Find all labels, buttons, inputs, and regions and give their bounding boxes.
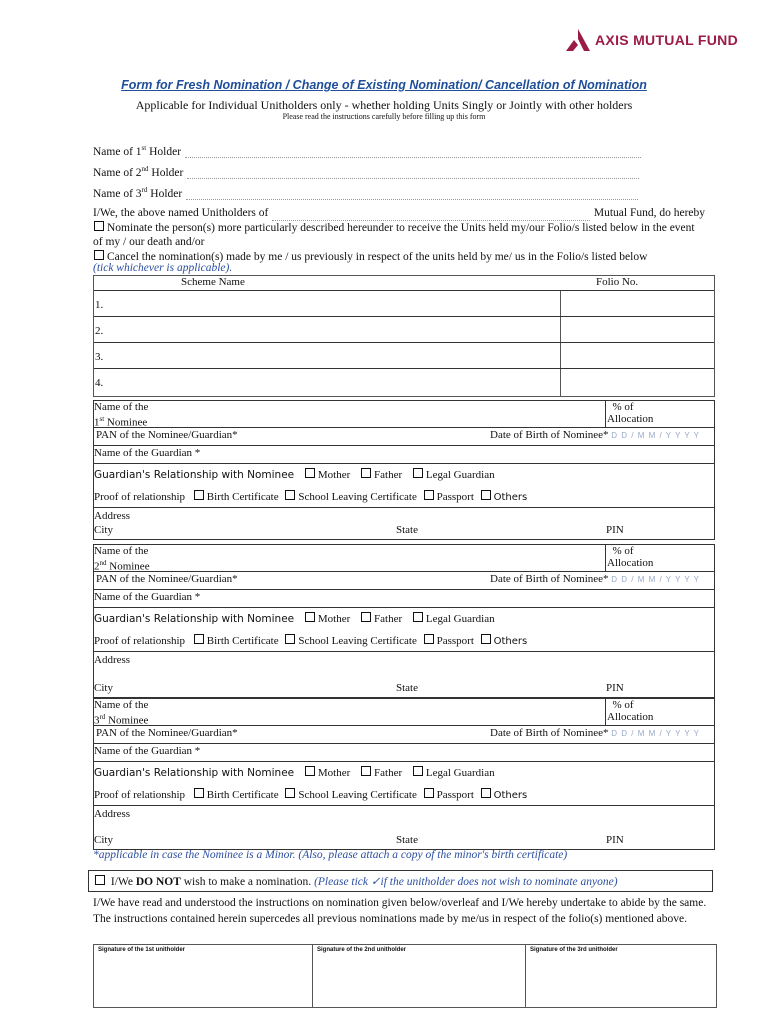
pan-label: PAN of the Nominee/Guardian*	[96, 429, 238, 441]
passport-label: Passport	[436, 789, 474, 801]
passport-label: Passport	[436, 491, 474, 503]
holder-3-row	[93, 186, 638, 200]
folio-no-header: Folio No.	[596, 276, 639, 288]
others-checkbox[interactable]	[481, 490, 491, 500]
do-not-nominate-checkbox[interactable]	[95, 875, 105, 885]
pan-label: PAN of the Nominee/Guardian*	[96, 727, 238, 739]
mother-label: Mother	[317, 613, 351, 625]
allocation-divider	[605, 699, 606, 725]
others-label: Others	[493, 492, 528, 503]
signature-table	[93, 944, 717, 1008]
passport-label: Passport	[436, 635, 474, 647]
others-checkbox[interactable]	[481, 634, 491, 644]
passport-checkbox[interactable]	[424, 490, 434, 500]
guardian-name-row[interactable]	[94, 445, 714, 464]
birth-certificate-label: Birth Certificate	[206, 491, 279, 503]
school-leaving-label: School Leaving Certificate	[298, 635, 417, 647]
intro-line-pre: I/We, the above named Unitholders of	[93, 207, 269, 219]
dob-label: Date of Birth of Nominee* D D / M M / Y Y Y Y	[490, 573, 700, 585]
nominee-name-label: Name of the 1st Nominee	[94, 401, 149, 429]
school-leaving-checkbox[interactable]	[285, 490, 295, 500]
guardian-name-row[interactable]	[94, 589, 714, 608]
form-title: Form for Fresh Nomination / Change of Existing Nomination/ Cancellation of Nomination	[121, 78, 647, 92]
address-label: Address	[94, 510, 131, 522]
state-label: State	[396, 524, 418, 536]
holder-1-field[interactable]	[185, 147, 641, 158]
dob-label: Date of Birth of Nominee* D D / M M / Y Y Y Y	[490, 429, 700, 441]
allocation-label: % of Allocation	[607, 401, 654, 425]
school-leaving-label: School Leaving Certificate	[298, 789, 417, 801]
nominee-name-row[interactable]	[94, 401, 714, 428]
pan-dob-row[interactable]	[94, 571, 714, 590]
signature-box-3[interactable]	[526, 945, 716, 1007]
scheme-table	[93, 275, 715, 397]
guardian-name-row[interactable]	[94, 743, 714, 762]
scheme-row[interactable]	[94, 369, 714, 394]
legal-guardian-label: Legal Guardian	[425, 469, 495, 481]
signature-label-1: Signature of the 1st unitholder	[98, 947, 186, 953]
do-not-nominate-box	[88, 870, 713, 892]
guardian-relationship-label: Guardian's Relationship with Nominee	[94, 613, 295, 625]
city-label: City	[94, 682, 113, 694]
declaration-text: I/We have read and understood the instructions on nomination given below/overleaf and I/We hereby undertake to abide by the same. The instructions contained herein supercedes all previous nominations made by me/us in respect of the folio(s) mentioned above.	[93, 897, 707, 925]
state-label: State	[396, 682, 418, 694]
pin-label: PIN	[606, 682, 624, 694]
mother-label: Mother	[317, 469, 351, 481]
dob-label: Date of Birth of Nominee* D D / M M / Y Y Y Y	[490, 727, 700, 739]
intro-paragraph	[93, 206, 705, 276]
scheme-table-header	[94, 276, 714, 291]
guardian-name-label: Name of the Guardian *	[94, 591, 201, 603]
instructions-note: Please read the instructions carefully before filling up this form	[282, 112, 486, 121]
scheme-row[interactable]	[94, 291, 714, 317]
scheme-row[interactable]	[94, 343, 714, 369]
birth-certificate-label: Birth Certificate	[206, 635, 279, 647]
state-label: State	[396, 834, 418, 846]
address-label: Address	[94, 654, 131, 666]
father-label: Father	[374, 469, 403, 481]
father-label: Father	[374, 767, 403, 779]
holder-2-label: Name of 2nd Holder	[93, 165, 184, 179]
do-not-post: wish to make a nomination.	[180, 876, 315, 888]
legal-guardian-label: Legal Guardian	[425, 767, 495, 779]
others-label: Others	[493, 790, 528, 801]
signature-label-2: Signature of the 2nd unitholder	[317, 947, 406, 953]
holder-1-label: Name of 1st Holder	[93, 144, 182, 158]
tick-note: (tick whichever is applicable).	[93, 262, 233, 274]
allocation-divider	[605, 545, 606, 571]
school-leaving-checkbox[interactable]	[285, 788, 295, 798]
do-not-bold: DO NOT	[135, 876, 181, 888]
nominee-name-row[interactable]	[94, 699, 714, 726]
proof-of-relationship-row	[94, 634, 527, 647]
pan-dob-row[interactable]	[94, 427, 714, 446]
nominee-name-label: Name of the 3rd Nominee	[94, 699, 149, 727]
axis-logo	[565, 28, 738, 52]
allocation-label: % of Allocation	[607, 545, 654, 569]
allocation-label: % of Allocation	[607, 699, 654, 723]
birth-certificate-checkbox[interactable]	[194, 490, 204, 500]
proof-label: Proof of relationship	[94, 789, 186, 801]
holder-2-field[interactable]	[187, 168, 639, 179]
passport-checkbox[interactable]	[424, 788, 434, 798]
signature-box-1[interactable]	[94, 945, 313, 1007]
axis-logo-icon	[565, 28, 591, 52]
school-leaving-checkbox[interactable]	[285, 634, 295, 644]
others-checkbox[interactable]	[481, 788, 491, 798]
holder-1-row	[93, 144, 641, 158]
city-label: City	[94, 524, 113, 536]
others-label: Others	[493, 636, 528, 647]
guardian-relationship-label: Guardian's Relationship with Nominee	[94, 469, 295, 481]
pin-label: PIN	[606, 834, 624, 846]
mother-label: Mother	[317, 767, 351, 779]
dob-placeholder: D D / M M / Y Y Y Y	[611, 575, 700, 584]
birth-certificate-checkbox[interactable]	[194, 788, 204, 798]
legal-guardian-label: Legal Guardian	[425, 613, 495, 625]
nominate-checkbox[interactable]	[94, 221, 104, 231]
proof-label: Proof of relationship	[94, 491, 186, 503]
signature-box-2[interactable]	[313, 945, 526, 1007]
nominate-option-text: Nominate the person(s) more particularly described hereunder to receive the Units held my/our Folio/s listed below in the event of my / our death and/or	[93, 221, 695, 248]
nominee-name-label: Name of the 2nd Nominee	[94, 545, 150, 573]
nominee-block	[93, 544, 715, 698]
intro-line-post: Mutual Fund, do hereby	[593, 207, 705, 219]
signature-label-3: Signature of the 3rd unitholder	[530, 947, 618, 953]
pan-label: PAN of the Nominee/Guardian*	[96, 573, 238, 585]
holder-2-row	[93, 165, 639, 179]
scheme-row-num: 1.	[95, 299, 104, 311]
holder-3-field[interactable]	[186, 189, 638, 200]
do-not-pre: I/We	[110, 876, 136, 888]
address-label: Address	[94, 808, 131, 820]
holder-3-label: Name of 3rd Holder	[93, 186, 183, 200]
father-label: Father	[374, 613, 403, 625]
birth-certificate-checkbox[interactable]	[194, 634, 204, 644]
scheme-row[interactable]	[94, 317, 714, 343]
allocation-divider	[605, 401, 606, 427]
passport-checkbox[interactable]	[424, 634, 434, 644]
scheme-row-num: 4.	[95, 377, 104, 389]
form-subtitle: Applicable for Individual Unitholders only - whether holding Units Singly or Jointly with other holders	[135, 98, 633, 112]
scheme-row-num: 2.	[95, 325, 104, 337]
proof-of-relationship-row	[94, 490, 527, 503]
cancel-checkbox[interactable]	[94, 250, 104, 260]
pan-dob-row[interactable]	[94, 725, 714, 744]
minor-note: *applicable in case the Nominee is a Minor. (Also, please attach a copy of the minor's birth certificate)	[93, 849, 568, 861]
guardian-relationship-label: Guardian's Relationship with Nominee	[94, 767, 295, 779]
proof-label: Proof of relationship	[94, 635, 186, 647]
logo-text: AXIS MUTUAL FUND	[595, 32, 738, 48]
nominee-name-row[interactable]	[94, 545, 714, 572]
city-label: City	[94, 834, 113, 846]
pin-label: PIN	[606, 524, 624, 536]
nominee-block	[93, 698, 715, 850]
guardian-name-label: Name of the Guardian *	[94, 447, 201, 459]
school-leaving-label: School Leaving Certificate	[298, 491, 417, 503]
proof-of-relationship-row	[94, 788, 527, 801]
scheme-row-num: 3.	[95, 351, 104, 363]
do-not-note: (Please tick ✓if the unitholder does not wish to nominate anyone)	[314, 876, 618, 888]
scheme-name-header: Scheme Name	[181, 276, 245, 288]
cancel-option-text: Cancel the nomination(s) made by me / us previously in respect of the units held by me/ us in the Folio/s listed below	[107, 250, 648, 263]
guardian-name-label: Name of the Guardian *	[94, 745, 201, 757]
dob-placeholder: D D / M M / Y Y Y Y	[611, 729, 700, 738]
dob-placeholder: D D / M M / Y Y Y Y	[611, 431, 700, 440]
nominee-block	[93, 400, 715, 540]
birth-certificate-label: Birth Certificate	[206, 789, 279, 801]
mutual-fund-name-field[interactable]	[272, 210, 589, 221]
